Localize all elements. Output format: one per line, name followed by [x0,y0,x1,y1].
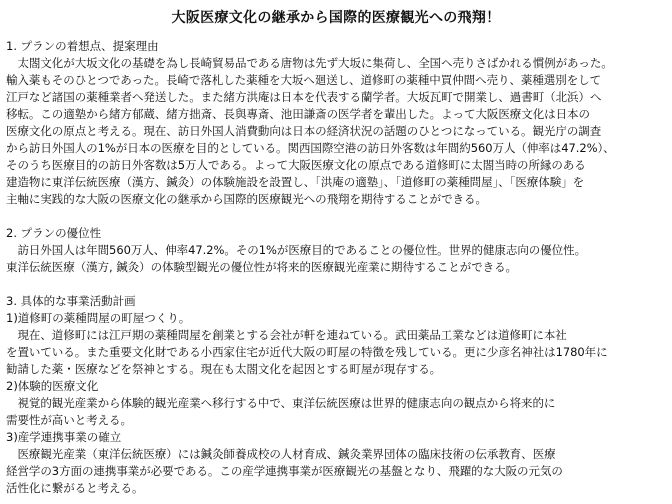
section-spacer [6,276,666,293]
subsection-heading: 3)産学連携事業の確立 [6,430,122,444]
paragraph-line: 医療観光産業（東洋伝統医療）には鍼灸師養成校の人材育成、鍼灸業界団体の臨床技術の伝承教育、医療 [6,447,556,461]
subsection-heading: 2)体験的医療文化 [6,379,99,393]
paragraph-line: 勧請した薬・医療などを祭神とする。現在も太閤文化を起因とする町屋が現存する。 [6,362,442,376]
paragraph-line: 太閤文化が大坂文化の基礎を為し長崎貿易品である唐物は先ず大坂に集荷し、全国へ売りさばかれる慣例があった。 [6,56,613,70]
paragraph-line: そのうち医療目的の訪日外客数は5万人である。よって大阪医療文化の原点である道修町に太閤当時の所縁のある [6,158,586,172]
section-proposal-reason [6,38,666,208]
document-title: 大阪医療文化の継承から国際的医療観光への飛翔！ [171,10,501,26]
paragraph-line: 東洋伝統医療（漢方, 鍼灸）の体験型観光の優位性が将来的医療観光産業に期待することができる。 [6,260,518,274]
paragraph-line: 建造物に東洋伝統医療（漢方、鍼灸）の体験施設を設置し、「洪庵の適塾」、「道修町の薬種問屋」、「医療体験」を [6,175,585,189]
paragraph-line: 輸入薬もそのひとつであった。長崎で落札した薬種を大坂へ廻送し、道修町の薬種中買仲間へ売り、薬種選別をして [6,73,602,87]
paragraph-line: 経営学の3方面の連携事業が必要である。この産学連携事業が医療観光の基盤となり、飛躍的な大阪の元気の [6,464,563,478]
section-activity-plan [6,293,666,497]
paragraph-line: を置いている。また重要文化財である小西家住宅が近代大阪の町屋の特徴を残している。更に少彦名神社は1780年に [6,345,608,359]
subsection-heading: 1)道修町の薬種問屋の町屋つくり。 [6,311,191,325]
paragraph-line: 江戸など諸国の薬種業者へ発送した。また緒方洪庵は日本を代表する蘭学者。大坂瓦町で開業し、過書町（北浜）へ [6,90,602,104]
paragraph-line: 需要性が高いと考える。 [6,413,132,427]
section-heading: 1. プランの着想点、提案理由 [6,39,159,53]
paragraph-line: 移転。この適塾から緒方郁蔵、緒方拙斎、長與專斎、池田謙斎の医学者を輩出した。よって大阪医療文化は日本の [6,107,590,121]
paragraph-line: 医療文化の原点と考える。現在、訪日外国人消費動向は日本の経済状況の話題のひとつになっている。観光庁の調査 [6,124,602,138]
paragraph-line: 現在、道修町には江戸期の薬種問屋を創業とする会社が軒を連ねている。武田薬品工業などは道修町に本社 [6,328,567,342]
paragraph-line: 視覚的観光産業から体験的観光産業へ移行する中で、東洋伝統医療は世界的健康志向の観点から将来的に [6,396,556,410]
paragraph-line: 訪日外国人は年間560万人、伸率47.2%。その1%が医療目的であることの優位性。世界的健康志向の優位性。 [6,243,587,257]
section-spacer [6,208,666,225]
paragraph-line: 活性化に繋がると考える。 [6,481,144,495]
section-heading: 2. プランの優位性 [6,226,102,240]
section-advantages [6,225,666,276]
paragraph-line: 主軸に実践的な大阪の医療文化の継承から国際的医療観光への飛翔を期待することができる。 [6,192,487,206]
section-heading: 3. 具体的な事業活動計画 [6,294,136,308]
paragraph-line: から訪日外国人の1%が日本の医療を目的としている。関西国際空港の訪日外客数は年間約560万人（伸率は47.2%）、 [6,141,615,155]
